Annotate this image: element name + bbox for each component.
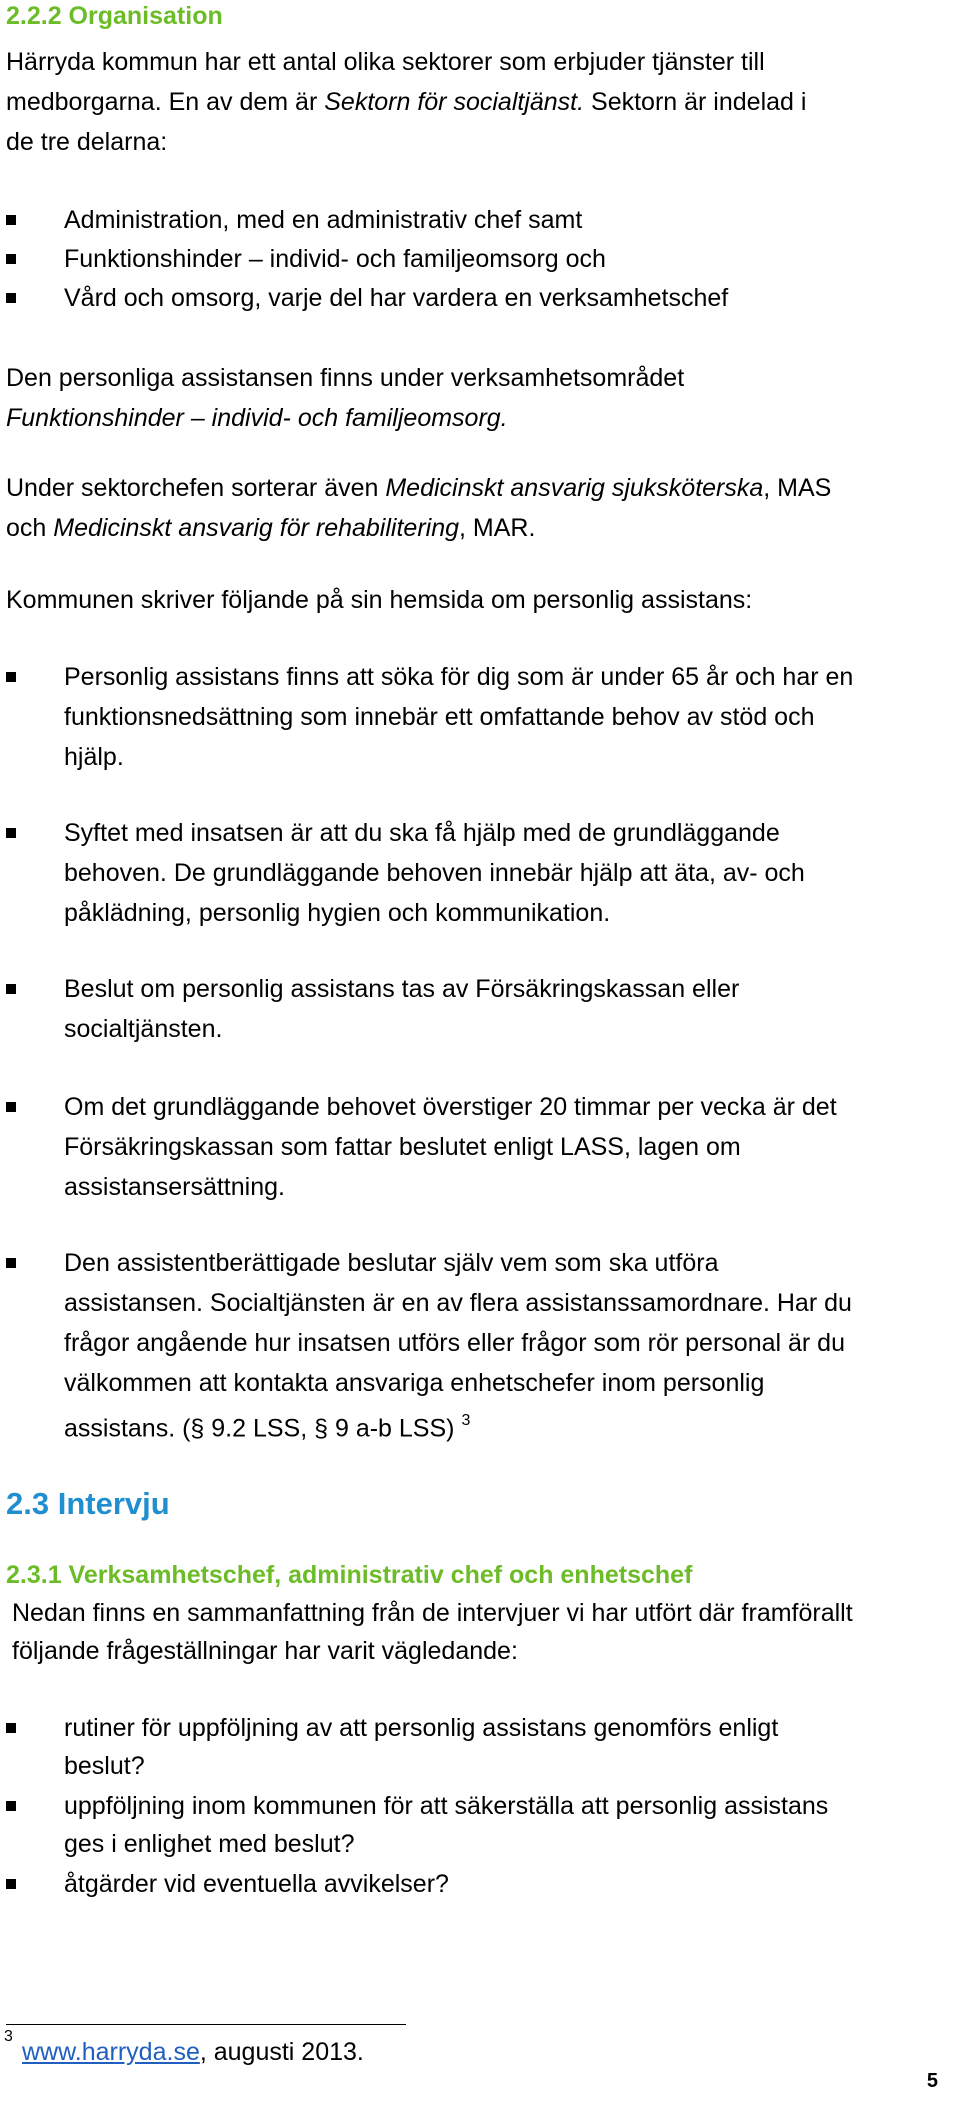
italic-span: Medicinskt ansvarig sjuksköterska [385, 474, 764, 502]
list-item-line: funktionsnedsättning som innebär ett omfattande behov av stöd och [64, 703, 815, 731]
footnote-reference: 3 [461, 1412, 471, 1429]
page-number: 5 [926, 2070, 938, 2092]
list-item-line: åtgärder vid eventuella avvikelser? [64, 1870, 449, 1898]
text-span: Sektorn är indelad i [584, 88, 807, 116]
footnote-number: 3 [4, 2028, 13, 2045]
list-item-line: behoven. De grundläggande behoven innebär hjälp att äta, av- och [64, 859, 805, 887]
list-item-line: assistansersättning. [64, 1173, 285, 1201]
text-span: medborgarna. En av dem är [6, 88, 325, 116]
footnote-text [22, 2032, 364, 2072]
list-item-line: Försäkringskassan som fattar beslutet enligt LASS, lagen om [64, 1133, 741, 1161]
list-item-line: socialtjänsten. [64, 1015, 223, 1043]
text-span: , MAR. [459, 514, 536, 542]
square-bullet-icon [6, 254, 16, 264]
square-bullet-icon [6, 215, 16, 225]
square-bullet-icon [6, 1879, 16, 1889]
list-item-line: välkommen att kontakta ansvariga enhetschefer inom personlig [64, 1369, 765, 1397]
paragraph-line [6, 398, 508, 438]
list-item-line: rutiner för uppföljning av att personlig assistans genomförs enligt [64, 1714, 779, 1742]
square-bullet-icon [6, 984, 16, 994]
list-item: Administration, med en administrativ chef samt [64, 206, 583, 234]
subsection-heading: 2.3.1 Verksamhetschef, administrativ chef och enhetschef [6, 1561, 693, 1589]
square-bullet-icon [6, 828, 16, 838]
square-bullet-icon [6, 293, 16, 303]
square-bullet-icon [6, 672, 16, 682]
list-item-line: påklädning, personlig hygien och kommunikation. [64, 899, 611, 927]
list-item-line: Syftet med insatsen är att du ska få hjälp med de grundläggande [64, 819, 780, 847]
text-span: Under sektorchefen sorterar även [6, 474, 386, 502]
section-heading-organisation: 2.2.2 Organisation [6, 2, 223, 30]
paragraph-line: följande frågeställningar har varit vägledande: [12, 1637, 518, 1665]
list-item-line: Personlig assistans finns att söka för dig som är under 65 år och har en [64, 663, 854, 691]
paragraph-line [6, 468, 831, 508]
section-heading-intervju: 2.3 Intervju [6, 1486, 170, 1521]
list-item: Funktionshinder – individ- och familjeomsorg och [64, 245, 606, 273]
square-bullet-icon [6, 1723, 16, 1733]
paragraph-line: Nedan finns en sammanfattning från de intervjuer vi har utfört där framförallt [12, 1599, 853, 1627]
square-bullet-icon [6, 1801, 16, 1811]
text-span: , augusti 2013. [199, 2038, 364, 2066]
paragraph-line: Den personliga assistansen finns under verksamhetsområdet [6, 364, 685, 392]
list-item-line: frågor angående hur insatsen utförs eller frågor som rör personal är du [64, 1329, 845, 1357]
paragraph-line: Kommunen skriver följande på sin hemsida om personlig assistans: [6, 586, 753, 614]
list-item-line: hjälp. [64, 743, 124, 771]
list-item-line: beslut? [64, 1752, 145, 1780]
list-item-line: ges i enlighet med beslut? [64, 1830, 355, 1858]
footnote-link[interactable]: www.harryda.se [22, 2038, 200, 2066]
italic-span: Sektorn för socialtjänst. [324, 88, 585, 116]
text-span: och [6, 514, 54, 542]
text-span: assistans. (§ 9.2 LSS, § 9 a-b LSS) [64, 1414, 455, 1443]
text-span: , MAS [763, 474, 832, 502]
paragraph-line: de tre delarna: [6, 128, 168, 156]
list-item-line: Beslut om personlig assistans tas av Försäkringskassan eller [64, 975, 740, 1003]
list-item: Vård och omsorg, varje del har vardera en verksamhetschef [64, 284, 729, 312]
paragraph-line [6, 82, 806, 122]
square-bullet-icon [6, 1258, 16, 1268]
italic-span: Funktionshinder – individ- och familjeomsorg. [6, 404, 508, 432]
list-item-line [64, 1403, 470, 1448]
italic-span: Medicinskt ansvarig för rehabilitering [53, 514, 460, 542]
footnote-separator [6, 2024, 406, 2025]
square-bullet-icon [6, 1102, 16, 1112]
list-item-line: assistansen. Socialtjänsten är en av flera assistanssamordnare. Har du [64, 1289, 852, 1317]
paragraph-line [6, 508, 535, 548]
list-item-line: Om det grundläggande behovet överstiger 20 timmar per vecka är det [64, 1093, 837, 1121]
list-item-line: Den assistentberättigade beslutar själv vem som ska utföra [64, 1249, 719, 1277]
list-item-line: uppföljning inom kommunen för att säkerställa att personlig assistans [64, 1792, 829, 1820]
paragraph-line: Härryda kommun har ett antal olika sektorer som erbjuder tjänster till [6, 48, 765, 76]
